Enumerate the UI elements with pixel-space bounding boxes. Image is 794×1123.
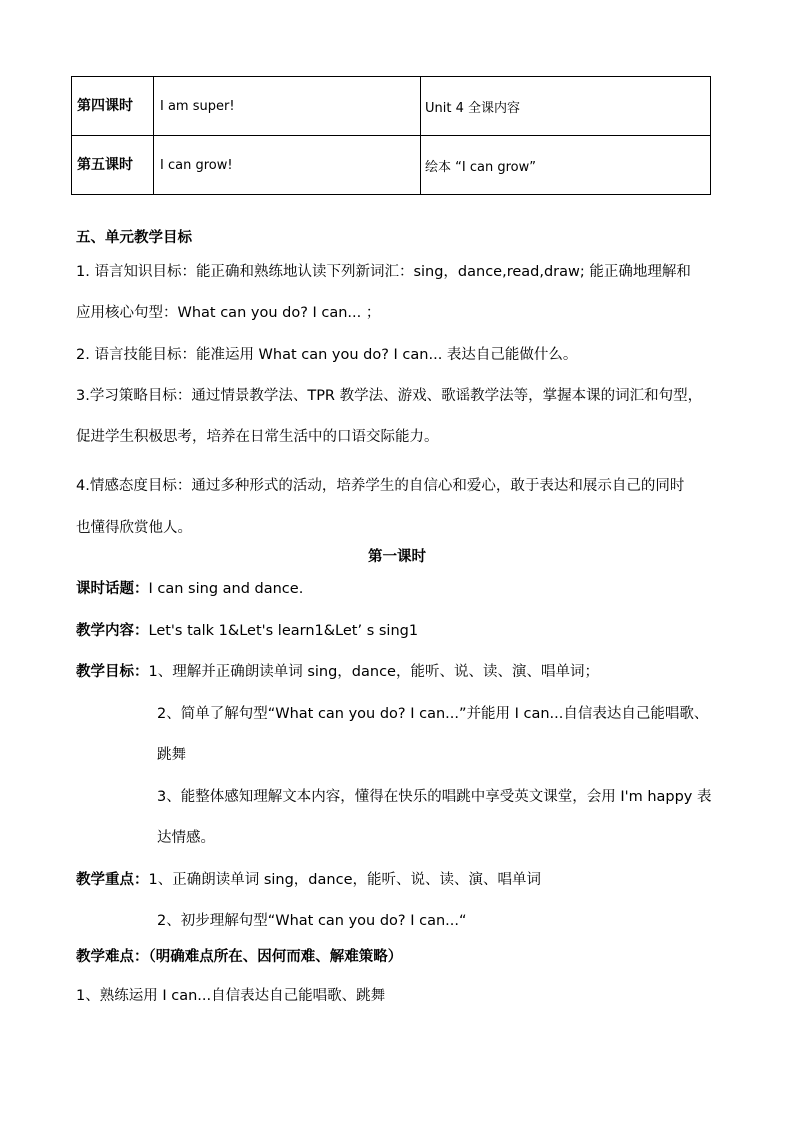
content-row xyxy=(76,622,418,640)
title-cell: I can grow! xyxy=(154,136,421,195)
period-cell: 第四课时 xyxy=(72,77,154,136)
key-label: 教学重点： xyxy=(76,872,149,888)
key-row xyxy=(76,871,541,889)
topic-value: I can sing and dance. xyxy=(148,581,304,597)
content-cell: Unit 4 全课内容 xyxy=(421,77,711,136)
lesson-table xyxy=(71,76,711,195)
period-cell: 第五课时 xyxy=(72,136,154,195)
goal-1-line-1: 1. 语言知识目标：能正确和熟练地认读下列新词汇：sing，dance,read,draw; 能正确地理解和 xyxy=(76,264,691,280)
difficult-point-1: 1、熟练运用 I can...自信表达自己能唱歌、跳舞 xyxy=(76,988,386,1004)
lesson-goal-2-line-1: 2、简单了解句型“What can you do? I can...”并能用 I can...自信表达自己能唱歌、 xyxy=(157,706,709,722)
lesson-heading: 第一课时 xyxy=(368,549,426,565)
goal-3-line-2: 促进学生积极思考，培养在日常生活中的口语交际能力。 xyxy=(76,429,439,445)
difficult-label: 教学难点：（明确难点所在、因何而难、解难策略） xyxy=(76,949,403,965)
goals-row xyxy=(76,663,599,681)
goal-2: 2. 语言技能目标：能准运用 What can you do? I can... 表达自己能做什么。 xyxy=(76,347,578,363)
key-point-2: 2、初步理解句型“What can you do? I can...“ xyxy=(157,913,467,929)
content-cell: 绘本 “I can grow” xyxy=(421,136,711,195)
content-label: 教学内容： xyxy=(76,623,149,639)
goal-1-line-2: 应用核心句型：What can you do? I can... ； xyxy=(76,305,381,321)
lesson-goal-1: 1、理解并正确朗读单词 sing，dance，能听、说、读、演、唱单词； xyxy=(148,664,599,680)
section-heading: 五、单元教学目标 xyxy=(76,230,192,246)
lesson-goal-2-line-2: 跳舞 xyxy=(157,747,186,763)
title-cell: I am super! xyxy=(154,77,421,136)
lesson-goal-3-line-2: 达情感。 xyxy=(157,830,215,846)
topic-row xyxy=(76,580,303,598)
table-row xyxy=(72,136,711,195)
goals-label: 教学目标： xyxy=(76,664,149,680)
topic-label: 课时话题： xyxy=(76,581,149,597)
goal-3-line-1: 3.学习策略目标：通过情景教学法、TPR 教学法、游戏、歌谣教学法等，掌握本课的词汇和句型， xyxy=(76,388,703,404)
content-value: Let's talk 1&Let's learn1&Let’ s sing1 xyxy=(148,623,419,639)
lesson-goal-3-line-1: 3、能整体感知理解文本内容，懂得在快乐的唱跳中享受英文课堂，会用 I'm happy 表 xyxy=(157,789,712,805)
goal-4-line-1: 4.情感态度目标：通过多种形式的活动，培养学生的自信心和爱心，敢于表达和展示自己的同时 xyxy=(76,478,685,494)
key-point-1: 1、正确朗读单词 sing，dance，能听、说、读、演、唱单词 xyxy=(148,872,541,888)
goal-4-line-2: 也懂得欣赏他人。 xyxy=(76,520,192,536)
table-row xyxy=(72,77,711,136)
